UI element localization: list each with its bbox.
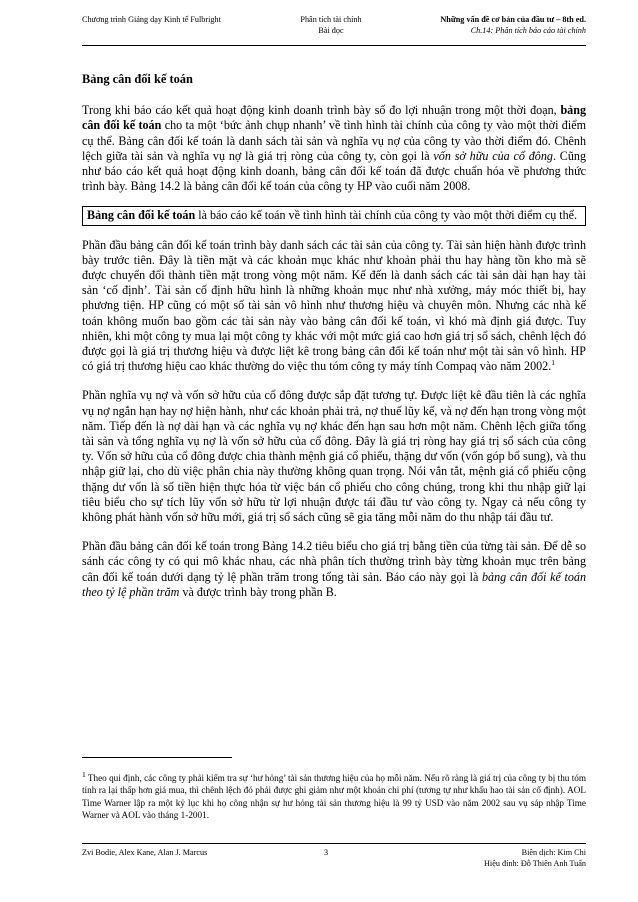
header-program: Chương trình Giảng dạy Kinh tế Fulbright bbox=[82, 15, 221, 24]
paragraph-4-text-b: và được trình bày trong phần B. bbox=[179, 584, 337, 599]
footnote-reference[interactable]: 1 bbox=[551, 358, 555, 368]
footnote-separator bbox=[82, 757, 232, 758]
page-number: 3 bbox=[324, 848, 329, 857]
definition-text: là báo cáo kế toán về tình hình tài chính của công ty vào một thời điểm cụ thể. bbox=[195, 208, 578, 223]
paragraph-1-text-a: Trong khi báo cáo kết quả hoạt động kinh doanh trình bày số đo lợi nhuận trong một thời đoạn, bbox=[82, 103, 561, 118]
header-course bbox=[286, 14, 376, 36]
paragraph-1-text-b: cho ta một ‘bức ảnh chụp nhanh’ về tình hình tài chính của công ty vào một thời điểm cụ thể. Bảng cân đối kế toán là danh sách tài sản và nghĩa vụ nợ của công ty vào thời điểm đó. Chênh lệch giữa tài sản và nghĩa vụ nợ là giá trị ròng của công ty, còn gọi là bbox=[82, 118, 586, 163]
footer-rule bbox=[82, 843, 586, 844]
paragraph-2 bbox=[82, 238, 586, 375]
main-content bbox=[82, 72, 586, 614]
header-course-subtitle: Bài đọc bbox=[318, 26, 344, 35]
footnote-number: 1 bbox=[82, 769, 86, 779]
section-heading: Bảng cân đối kế toán bbox=[82, 72, 193, 86]
page-footer bbox=[82, 843, 586, 873]
header-chapter: Ch.14: Phân tích báo cáo tài chính bbox=[470, 26, 586, 35]
footer-translator: Biên dịch: Kim Chi bbox=[521, 848, 586, 857]
definition-term: Bảng cân đối kế toán bbox=[87, 208, 196, 223]
paragraph-1 bbox=[82, 103, 586, 194]
definition-box bbox=[82, 206, 586, 225]
paragraph-1-bold-term: bảng cân đối kế toán bbox=[82, 103, 586, 133]
header-rule bbox=[82, 45, 586, 46]
header-book bbox=[440, 14, 586, 36]
paragraph-2-text: Phần đầu bảng cân đối kế toán trình bày danh sách các tài sản của công ty. Tài sản hiện hành được trình bày trước tiên. Đây là tiền mặt và các khoản mục khác như khoản phải thu hay hàng tồn kho mà sẽ được chuyển đổi thành tiền mặt trong vòng một năm. Kế đến là danh sách các tài sản dài hạn hay tài sản ‘cố định’. Tài sản cố định hữu hình là những khoản mục như nhà xưởng, máy móc thiết bị, hay phương tiện. HP cũng có một số tài sản vô hình như thương hiệu và chuyên môn. Nhưng các nhà kế toán không muốn bao gồm các tài sản này vào bảng cân đối kế toán, vì khó mà định giá được. Tuy nhiên, khi một công ty mua lại một công ty khác với một mức giá cao hơn giá trị sổ sách, chênh lệch đó được gọi là giá trị thương hiệu và được liệt kê trong bảng cân đối kế toán như một tài sản vô hình. HP có giá trị thương hiệu cao khác thường do việc thu tóm công ty máy tính Compaq vào năm 2002. bbox=[82, 237, 586, 374]
paragraph-1-text-c: . Cũng như báo cáo kết quả hoạt động kinh doanh, bảng cân đối kế toán đã được chuẩn hóa về phương thức trình bày. Bảng 14.2 là bảng cân đối kế toán của công ty HP vào cuối năm 2008. bbox=[82, 148, 586, 194]
footnote-text: Theo qui định, các công ty phải kiểm tra sự ‘hư hỏng’ tài sản thương hiệu của họ mỗi năm. Nếu rõ ràng là giá trị của công ty bị thu tóm tính ra lại thấp hơn giá mua, thì chênh lệch đó phải được ghi giảm như một khoản chi phí (tương tự như khấu hao tài sản cố định). AOL Time Warner lập ra một kỷ lục khi họ công nhận sự hư hỏng tài sản thương hiệu là 99 tỷ USD vào năm 2002 sau vụ sáp nhập Time Warner và AOL vào tháng 1-2001. bbox=[82, 773, 586, 820]
paragraph-1-italic-term: vốn sở hữu của cổ đông bbox=[433, 148, 553, 163]
paragraph-4-italic-term: bảng cân đối kế toán theo tỷ lệ phần trăm bbox=[82, 569, 586, 599]
header-book-title: Những vấn đề cơ bản của đầu tư – 8th ed. bbox=[440, 15, 586, 24]
footnote bbox=[82, 769, 586, 821]
paragraph-3: Phần nghĩa vụ nợ và vốn sở hữu của cổ đông được sắp đặt tương tự. Được liệt kê đầu tiên là các nghĩa vụ nợ ngắn hạn hay nợ hiện hành, như các khoản phải trả, nợ thuế lũy kế, và nợ đến hạn trong vòng một năm. Tiếp đến là nợ dài hạn và các nghĩa vụ nợ khác đến hạn sau hơn một năm. Chênh lệch giữa tổng tài sản và tổng nghĩa vụ nợ là vốn sở hữu của cổ đông. Đây là giá trị ròng hay giá trị sổ sách của công ty. Vốn sở hữu của cổ đông được chia thành mệnh giá cổ phiếu, thặng dư vốn (vốn góp bổ sung), và thu nhập giữ lại, cho dù việc phân chia này thường không quan trọng. Nói vắn tắt, mệnh giá cổ phiếu cộng thặng dư vốn là số tiền hiện thực hóa từ việc bán cổ phiếu cho công chúng, trong khi thu nhập giữ lại tiêu biểu cho sự tích lũy vốn sở hữu từ lợi nhuận được tái đầu tư vào công ty. Ngay cả nếu công ty không phát hành vốn sở hữu mới, giá trị sổ sách cũng sẽ gia tăng mỗi năm do thu nhập tái đầu tư. bbox=[82, 388, 586, 525]
page-header bbox=[82, 10, 586, 50]
footer-editor: Hiệu đính: Đỗ Thiên Anh Tuấn bbox=[484, 859, 586, 868]
paragraph-4-text-a: Phần đầu bảng cân đối kế toán trong Bảng 14.2 tiêu biểu cho giá trị bằng tiền của từng tài sản. Để dễ so sánh các công ty có qui mô khác nhau, các nhà phân tích thường trình bày từng khoản mục trên bảng cân đối kế toán dưới dạng tỷ lệ phần trăm trong tổng tài sản. Báo cáo này gọi là bbox=[82, 539, 586, 584]
header-course-title: Phân tích tài chính bbox=[300, 15, 362, 24]
paragraph-4 bbox=[82, 539, 586, 600]
footer-credits bbox=[484, 847, 586, 869]
footer-authors: Zvi Bodie, Alex Kane, Alan J. Marcus bbox=[82, 848, 208, 857]
